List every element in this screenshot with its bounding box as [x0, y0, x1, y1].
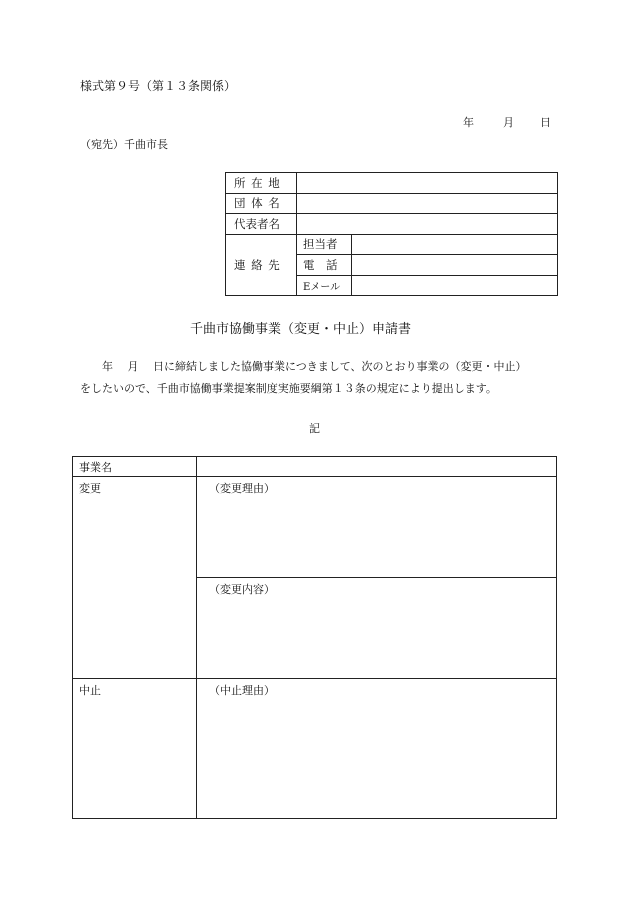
applicant-info-table — [225, 172, 558, 296]
change-reason-field[interactable] — [197, 477, 557, 578]
email-field[interactable] — [352, 275, 558, 296]
project-name-row — [73, 457, 557, 477]
cancel-reason-field[interactable] — [197, 679, 557, 819]
address-field[interactable] — [297, 173, 558, 194]
phone-field[interactable] — [352, 255, 558, 276]
representative-field[interactable] — [297, 214, 558, 235]
change-reason-row — [73, 477, 557, 578]
contact-person-row — [226, 234, 558, 255]
ki-heading: 記 — [309, 422, 320, 435]
project-name-field[interactable] — [197, 457, 557, 477]
contact-label: 連 絡 先 — [226, 234, 297, 296]
change-reason-label: （変更理由） — [209, 482, 275, 495]
org-name-field[interactable] — [297, 193, 558, 214]
representative-row — [226, 214, 558, 235]
change-label: 変更 — [73, 477, 197, 679]
form-number: 様式第９号（第１３条関係） — [80, 79, 237, 93]
cancel-row — [73, 679, 557, 819]
date-month-label: 月 — [503, 116, 514, 129]
address-row — [226, 173, 558, 194]
phone-label: 電 話 — [297, 255, 352, 276]
date-year-label: 年 — [463, 116, 474, 129]
address-label: 所 在 地 — [226, 173, 297, 194]
email-label: Eメール — [297, 275, 352, 296]
cancel-label: 中止 — [73, 679, 197, 819]
cancel-reason-label: （中止理由） — [209, 684, 275, 697]
representative-label: 代表者名 — [226, 214, 297, 235]
date-day-label: 日 — [540, 116, 551, 129]
body-text-line-1: 年 月 日に締結しました協働事業につきまして、次のとおり事業の（変更・中止） — [102, 360, 527, 373]
document-title: 千曲市協働事業（変更・中止）申請書 — [190, 322, 412, 337]
person-label: 担当者 — [297, 234, 352, 255]
body-text-line-2: をしたいので、千曲市協働事業提案制度実施要綱第１３条の規定により提出します。 — [80, 382, 497, 395]
addressee: （宛先）千曲市長 — [80, 138, 168, 151]
project-name-label: 事業名 — [73, 457, 197, 477]
change-content-field[interactable] — [197, 578, 557, 679]
org-name-label: 団 体 名 — [226, 193, 297, 214]
project-table — [72, 456, 557, 819]
person-field[interactable] — [352, 234, 558, 255]
change-content-label: （変更内容） — [209, 583, 275, 596]
org-name-row — [226, 193, 558, 214]
